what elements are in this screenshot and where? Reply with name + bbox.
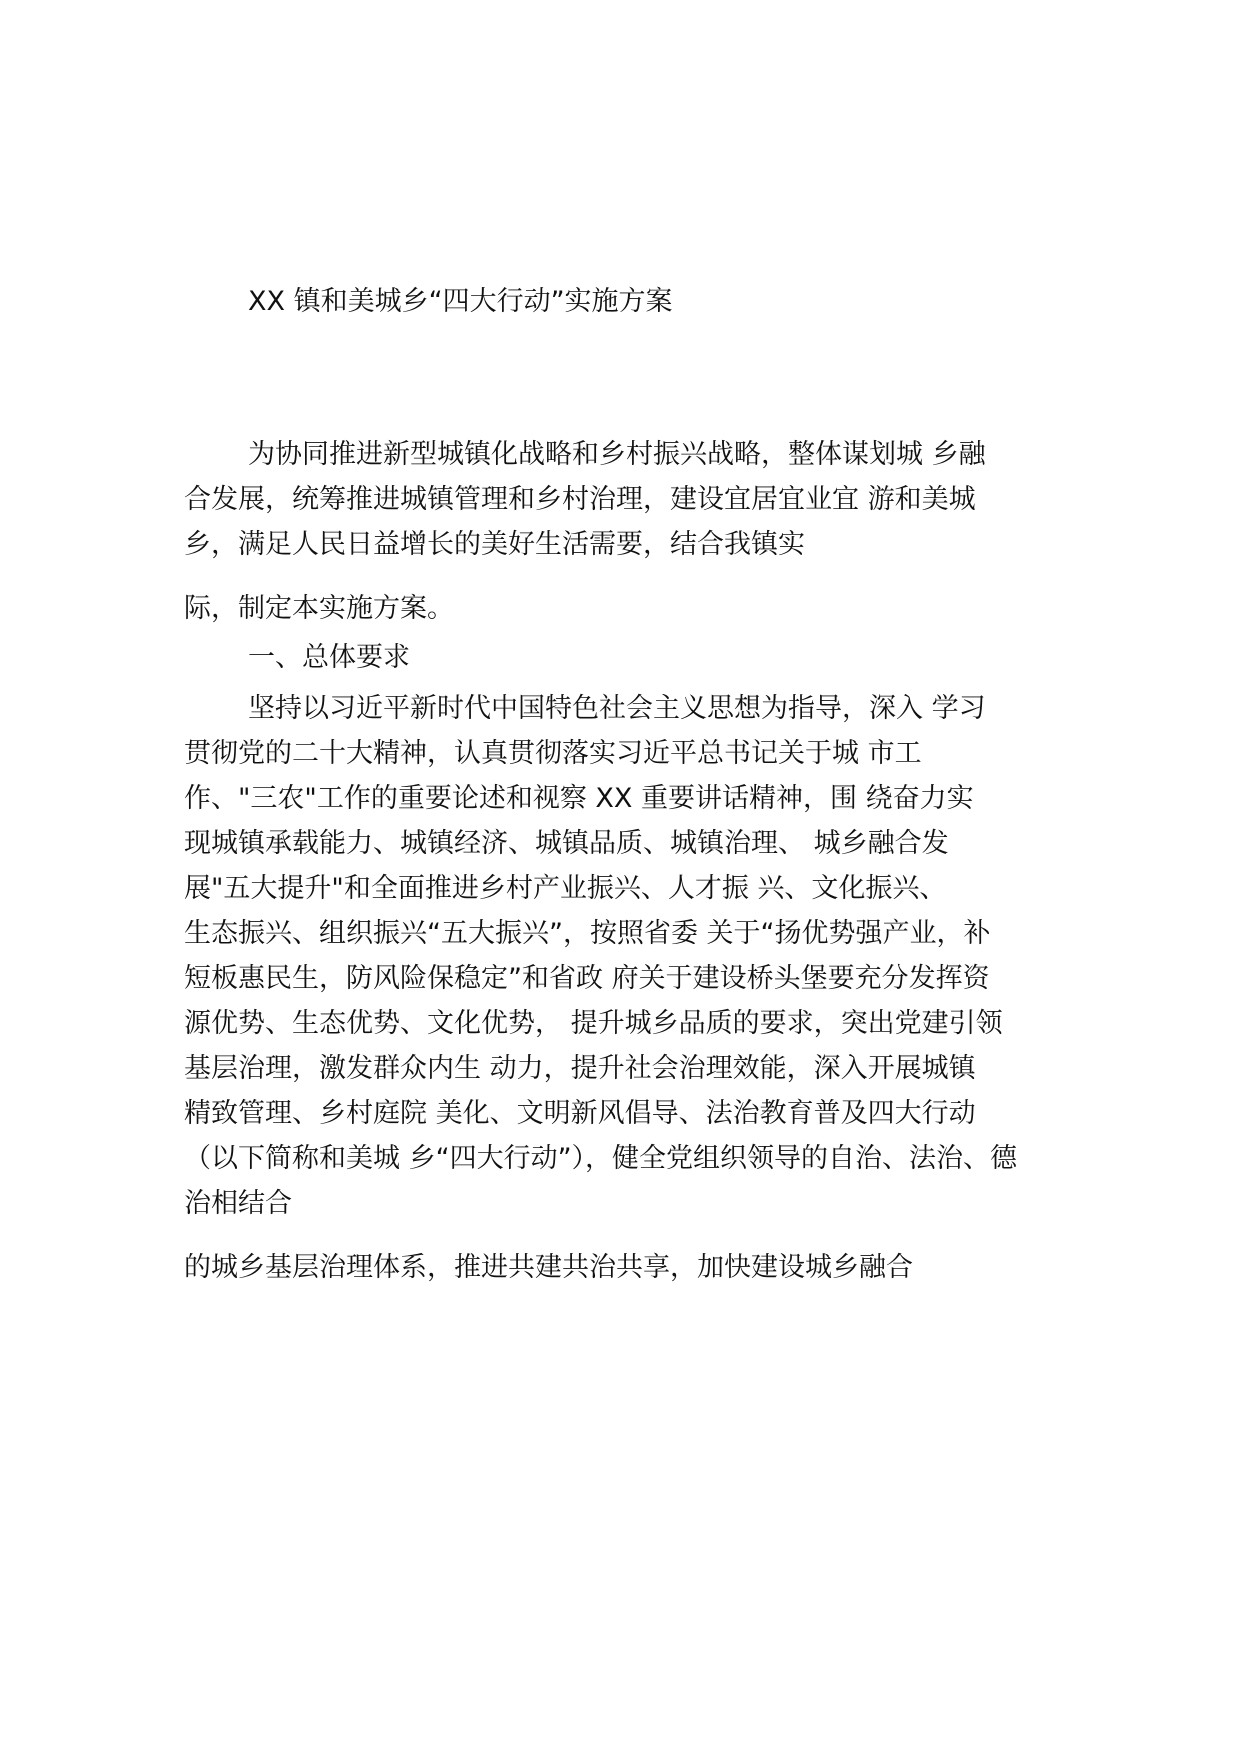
- paragraph-line: 基层治理，激发群众内生 动力，提升社会治理效能，深入开展城镇: [184, 1053, 976, 1084]
- section-heading: 一、总体要求: [248, 642, 410, 673]
- paragraph-line: 为协同推进新型城镇化战略和乡村振兴战略，整体谋划城 乡融: [248, 439, 986, 470]
- paragraph-line: 合发展，统筹推进城镇管理和乡村治理，建设宜居宜业宜 游和美城: [184, 484, 976, 515]
- paragraph-line: 的城乡基层治理体系，推进共建共治共享，加快建设城乡融合: [184, 1252, 913, 1283]
- paragraph-line: 展"五大提升"和全面推进乡村产业振兴、人才振 兴、文化振兴、: [184, 873, 947, 904]
- document-title: XX 镇和美城乡“四大行动”实施方案: [248, 286, 673, 317]
- paragraph-line: 生态振兴、组织振兴“五大振兴”，按照省委 关于“扬优势强产业，补: [184, 918, 991, 949]
- paragraph-line: 坚持以习近平新时代中国特色社会主义思想为指导，深入 学习: [248, 693, 986, 724]
- paragraph-line: 乡，满足人民日益增长的美好生活需要，结合我镇实: [184, 529, 805, 560]
- paragraph-line: 际，制定本实施方案。: [184, 593, 454, 624]
- paragraph-line: （以下简称和美城 乡“四大行动”），健全党组织领导的自治、法治、德: [184, 1143, 1018, 1174]
- paragraph-line: 贯彻党的二十大精神，认真贯彻落实习近平总书记关于城 市工: [184, 738, 922, 769]
- paragraph-line: 作、"三农"工作的重要论述和视察 XX 重要讲话精神，围 绕奋力实: [184, 783, 974, 814]
- paragraph-line: 精致管理、乡村庭院 美化、文明新风倡导、法治教育普及四大行动: [184, 1098, 976, 1129]
- paragraph-line: 短板惠民生，防风险保稳定”和省政 府关于建设桥头堡要充分发挥资: [184, 963, 990, 994]
- paragraph-line: 源优势、生态优势、文化优势， 提升城乡品质的要求，突出党建引领: [184, 1008, 1003, 1039]
- paragraph-line: 现城镇承载能力、城镇经济、城镇品质、城镇治理、 城乡融合发: [184, 828, 949, 859]
- paragraph-line: 治相结合: [184, 1188, 292, 1219]
